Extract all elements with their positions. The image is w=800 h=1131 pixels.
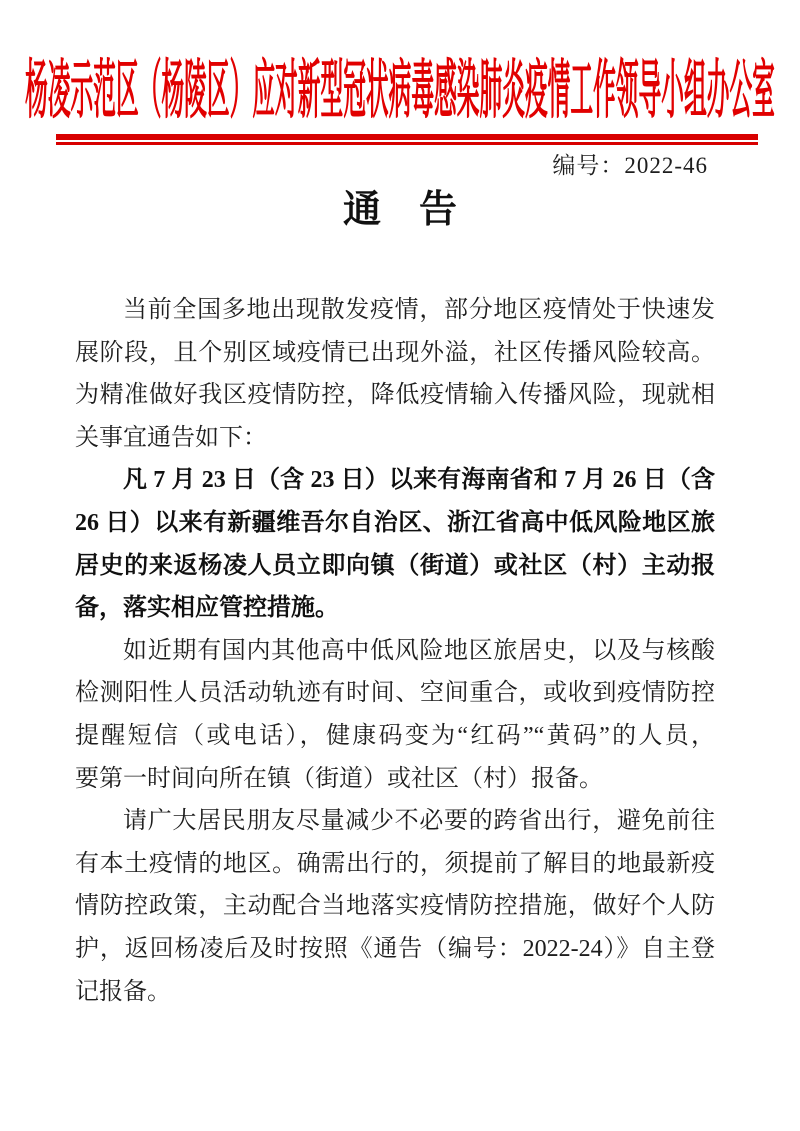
- body-line: 关事宜通告如下：: [75, 424, 267, 451]
- body-line: 26 日）以来有新疆维吾尔自治区、浙江省高中低风险地区旅: [75, 509, 715, 536]
- body-line: 备，落实相应管控措施。: [75, 595, 339, 622]
- body-paragraph: [75, 630, 715, 800]
- body-line: 请广大居民朋友尽量减少不必要的跨省出行，避免前往: [123, 808, 715, 835]
- body-line: 检测阳性人员活动轨迹有时间、空间重合，或收到疫情防控: [75, 680, 715, 707]
- body-line: 情防控政策，主动配合当地落实疫情防控措施，做好个人防: [75, 893, 715, 920]
- body-line: 护，返回杨凌后及时按照《通告（编号：2022-24）》自主登: [75, 935, 715, 962]
- body-line: 记报备。: [75, 978, 171, 1005]
- divider-thick-bar: [56, 134, 758, 140]
- body-line: 当前全国多地出现散发疫情，部分地区疫情处于快速发: [123, 297, 715, 323]
- doc-title: 通 告: [342, 189, 457, 231]
- body-paragraph: [75, 289, 715, 459]
- body-line: 有本土疫情的地区。确需出行的，须提前了解目的地最新疫: [75, 850, 715, 877]
- body-line: 居史的来返杨凌人员立即向镇（街道）或社区（村）主动报: [75, 552, 715, 579]
- letterhead-org-name: 杨凌示范区（杨陵区）应对新型冠状病毒感染肺炎疫情工作领导小组办公室: [25, 55, 775, 126]
- doc-number: 编号：2022-46: [552, 153, 708, 178]
- body-line: 提醒短信（或电话），健康码变为“红码”“黄码”的人员，: [75, 722, 715, 749]
- body-line: 展阶段，且个别区域疫情已出现外溢，社区传播风险较高。: [75, 339, 715, 366]
- divider-thin-bar: [56, 142, 758, 145]
- body-line: 凡 7 月 23 日（含 23 日）以来有海南省和 7 月 26 日（含: [123, 467, 715, 494]
- body-paragraph-bold: [75, 459, 715, 629]
- body-line: 为精准做好我区疫情防控，降低疫情输入传播风险，现就相: [75, 382, 715, 409]
- doc-body: [75, 289, 715, 1013]
- letterhead-divider: [56, 134, 758, 145]
- body-paragraph: [75, 800, 715, 1013]
- body-line: 如近期有国内其他高中低风险地区旅居史，以及与核酸: [123, 637, 715, 664]
- letterhead: [0, 53, 800, 129]
- body-line: 要第一时间向所在镇（街道）或社区（村）报备。: [75, 765, 603, 792]
